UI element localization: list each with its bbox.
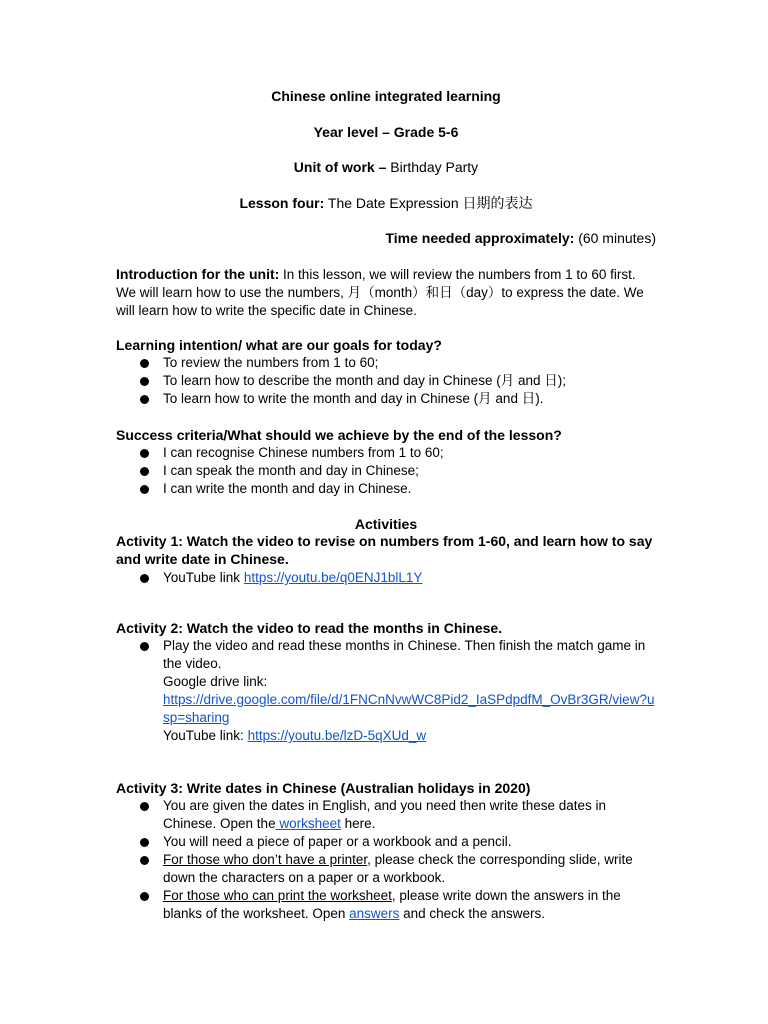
activity-1-youtube-link[interactable]: https://youtu.be/q0ENJ1blL1Y [243,570,423,585]
lesson-four [116,194,656,212]
list-item: I can speak the month and day in Chinese; [140,462,655,480]
lesson-label: Lesson four: [239,195,325,211]
bullet-icon [140,892,149,901]
unit-of-work [116,158,656,176]
time-label: Time needed approximately: [385,230,579,246]
bullet-icon [140,642,149,651]
bullet-icon [140,574,149,583]
bullet-icon [140,802,149,811]
success-criteria-list [140,444,655,498]
success-criteria-heading: Success criteria/What should we achieve by the end of the lesson? [116,427,562,443]
answers-link[interactable]: answers [349,906,400,921]
activity-1-heading: Activity 1: Watch the video to revise on numbers from 1-60, and learn how to say and write date in Chinese. [116,533,653,567]
unit-value: Birthday Party [390,159,479,175]
time-value: (60 minutes) [578,230,656,246]
list-item: To learn how to describe the month and day in Chinese (月 and 日); [140,372,655,390]
intro-label: Introduction for the unit: [116,266,280,282]
activities-heading: Activities [354,516,418,532]
list-item: For those who don’t have a printer, please check the corresponding slide, write down the characters on a paper or a workbook. [140,851,655,887]
bullet-icon [140,467,149,476]
activity-2-heading: Activity 2: Watch the video to read the months in Chinese. [116,620,503,636]
intro-text: In this lesson, we will review the numbers from 1 to 60 first. We will learn how to use the numbers, 月（month）和日（day）to express the date. We will learn how to write the specific date in Chinese. [116,267,644,318]
activity-1-list [140,569,655,587]
time-needed [116,229,656,247]
list-item: I can recognise Chinese numbers from 1 to 60; [140,444,655,462]
year-level: Year level – Grade 5-6 [313,124,459,140]
bullet-icon [140,377,149,386]
list-item [140,569,655,587]
activity-3-list [140,797,655,923]
activity-2-text: Play the video and read these months in Chinese. Then finish the match game in the video. [163,638,646,671]
bullet-icon [140,838,149,847]
youtube-label: YouTube link: [163,728,248,743]
worksheet-link[interactable]: worksheet [275,816,341,831]
list-item: You will need a piece of paper or a workbook and a pencil. [140,833,655,851]
document-title: Chinese online integrated learning [271,88,501,104]
learning-intention-list [140,354,655,408]
list-item [140,637,655,745]
bullet-icon [140,359,149,368]
learning-intention-heading: Learning intention/ what are our goals for today? [116,337,442,353]
list-item: To review the numbers from 1 to 60; [140,354,655,372]
introduction [116,265,656,320]
unit-label: Unit of work – [293,159,391,175]
lesson-value: The Date Expression 日期的表达 [324,195,533,211]
list-item: To learn how to write the month and day in Chinese (月 and 日). [140,390,655,408]
bullet-icon [140,856,149,865]
list-item: I can write the month and day in Chinese. [140,480,655,498]
google-drive-label: Google drive link: [163,674,268,689]
google-drive-link[interactable]: https://drive.google.com/file/d/1FNCnNvwWC8Pid2_IaSPdpdfM_OvBr3GR/view?usp=sharing [163,692,655,725]
bullet-icon [140,449,149,458]
activity-2-list [140,637,655,745]
list-item: For those who can print the worksheet, please write down the answers in the blanks of the worksheet. Open answers and check the answers. [140,887,655,923]
activity-2-youtube-link[interactable]: https://youtu.be/lzD-5qXUd_w [247,728,427,743]
activity-3-heading: Activity 3: Write dates in Chinese (Australian holidays in 2020) [116,780,531,796]
bullet-icon [140,395,149,404]
youtube-label: YouTube link [163,570,244,585]
bullet-icon [140,485,149,494]
list-item: You are given the dates in English, and you need then write these dates in Chinese. Open the worksheet here. [140,797,655,833]
